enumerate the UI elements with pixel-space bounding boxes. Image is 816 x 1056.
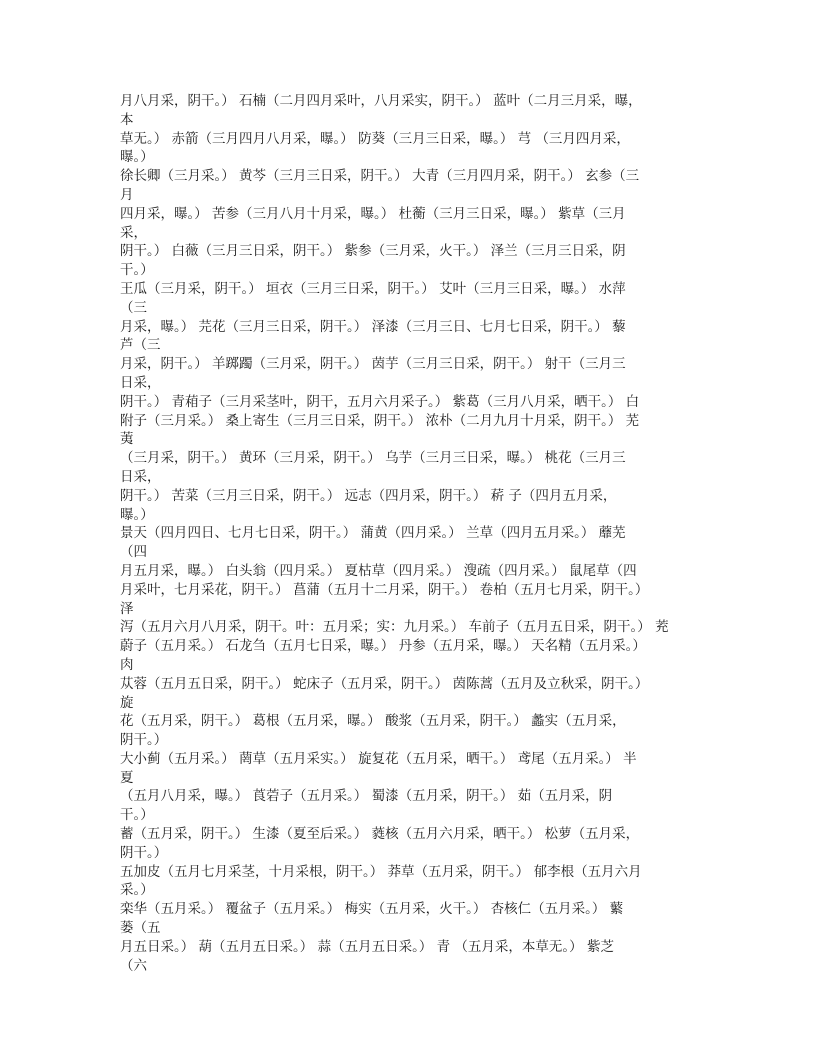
- text-line: 月采叶，七月采花，阴干。） 菖蒲（五月十二月采，阴干。） 卷柏（五月七月采，阴干。）: [120, 581, 649, 598]
- text-line: （六: [120, 957, 147, 974]
- text-line: 阴干。） 苦菜（三月三日采，阴干。） 远志（四月采，阴干。） 菥 子（四月五月采，: [120, 487, 617, 504]
- text-line: 采。）: [120, 882, 154, 899]
- text-line: 曝。）: [120, 506, 154, 523]
- text-line: 附子（三月采。） 桑上寄生（三月三日采，阴干。） 浓朴（二月九月十月采，阴干。） 芜: [120, 412, 640, 429]
- text-line: 月八月采，阴干。） 石楠（二月四月采叶，八月采实，阴干。） 蓝叶（二月三月采，曝，: [120, 93, 642, 109]
- text-line: 蔚子（五月采。） 石龙刍（五月七日采，曝。） 丹参（五月采，曝。） 天名精（五月采。）: [120, 638, 646, 655]
- text-line: 景天（四月四日、七月七日采，阴干。） 蒲黄（四月采。） 兰草（四月五月采。） 蘼芜: [120, 525, 626, 542]
- text-line: 阴干。） 白薇（三月三日采，阴干。） 紫参（三月采，火干。） 泽兰（三月三日采，阴: [120, 243, 626, 260]
- text-line: 本: [120, 111, 134, 128]
- document-page: [120, 92, 720, 994]
- text-line: 荑: [120, 431, 134, 448]
- text-line: 泻（五月六月八月采，阴干。叶：五月采；实：九月采。） 车前子（五月五日采，阴干。） 茺: [120, 619, 669, 636]
- text-line: 栾华（五月采。） 覆盆子（五月采。） 梅实（五月采，火干。） 杏核仁（五月采。） 蘩: [120, 901, 624, 918]
- text-line: 花（五月采，阴干。） 葛根（五月采，曝。） 酸浆（五月采，阴干。） 蠡实（五月采，: [120, 713, 626, 730]
- text-line: 月采，阴干。） 羊踯躅（三月采，阴干。） 茵芋（三月三日采，阴干。） 射干（三月三: [120, 356, 626, 373]
- text-line: 曝。）: [120, 149, 154, 166]
- text-line: 大小蓟（五月采。） 菵草（五月采实。） 旋复花（五月采，晒干。） 鸢尾（五月采。） 半: [120, 750, 637, 767]
- text-line: 日采，: [120, 468, 161, 485]
- text-line: 夏: [120, 769, 134, 786]
- text-line: 徐长卿（三月采。） 黄芩（三月三日采，阴干。） 大青（三月四月采，阴干。） 玄参（三: [120, 168, 640, 185]
- text-line: [120, 975, 720, 994]
- text-line: （三月采，阴干。） 黄环（三月采，阴干。） 乌芋（三月三日采，曝。） 桃花（三月三: [120, 450, 626, 467]
- text-line: 芦（三: [120, 337, 161, 354]
- text-line: 旋: [120, 694, 134, 711]
- text-line: 月五月采，曝。） 白头翁（四月采。） 夏枯草（四月采。） 溲疏（四月采。） 鼠尾草（四: [120, 562, 637, 579]
- text-line: 阴干。） 青葙子（三月采茎叶，阴干，五月六月采子。） 紫葛（三月八月采，晒干。） 白: [120, 393, 640, 410]
- text-line: 阴干。）: [120, 844, 168, 861]
- text-line: 肉: [120, 656, 134, 673]
- text-line: 月: [120, 186, 134, 203]
- text-line: 泽: [120, 600, 134, 617]
- text-line: 五加皮（五月七月采茎，十月采根，阴干。） 莽草（五月采，阴干。） 郁李根（五月六月: [120, 863, 642, 880]
- text-line: 干。）: [120, 262, 154, 279]
- text-line: （三: [120, 299, 147, 316]
- text-line: 蓄（五月采，阴干。） 生漆（夏至后采。） 蕤核（五月六月采，晒干。） 松萝（五月采，: [120, 826, 640, 843]
- text-line: 干。）: [120, 807, 154, 824]
- text-line: 四月采，曝。） 苦参（三月八月十月采，曝。） 杜蘅（三月三日采，曝。） 紫草（三月: [120, 205, 626, 222]
- text-line: 月五日采。） 葫（五月五日采。） 蒜（五月五日采。） 青 （五月采，本草无。） 紫芝: [120, 938, 614, 955]
- text-line: 月采，曝。） 芫花（三月三日采，阴干。） 泽漆（三月三日、七月七日采，阴干。） 藜: [120, 318, 626, 335]
- text-line: 蒌（五: [120, 920, 161, 937]
- text-line: 日采，: [120, 374, 161, 391]
- text-line: 王瓜（三月采，阴干。） 垣衣（三月三日采，阴干。） 艾叶（三月三日采，曝。） 水萍: [120, 280, 626, 297]
- text-line: 草无。） 赤箭（三月四月八月采，曝。） 防葵（三月三日采，曝。） 芎 （三月四月采，: [120, 130, 630, 147]
- text-line: 苁蓉（五月五日采，阴干。） 蛇床子（五月采，阴干。） 茵陈蒿（五月及立秋采，阴干。）: [120, 675, 649, 692]
- text-line: 采，: [120, 224, 147, 241]
- text-line: （五月八月采，曝。） 莨菪子（五月采。） 蜀漆（五月采，阴干。） 茹（五月采，阴: [120, 788, 613, 805]
- text-line: （四: [120, 544, 147, 561]
- text-line: 阴干。）: [120, 732, 168, 749]
